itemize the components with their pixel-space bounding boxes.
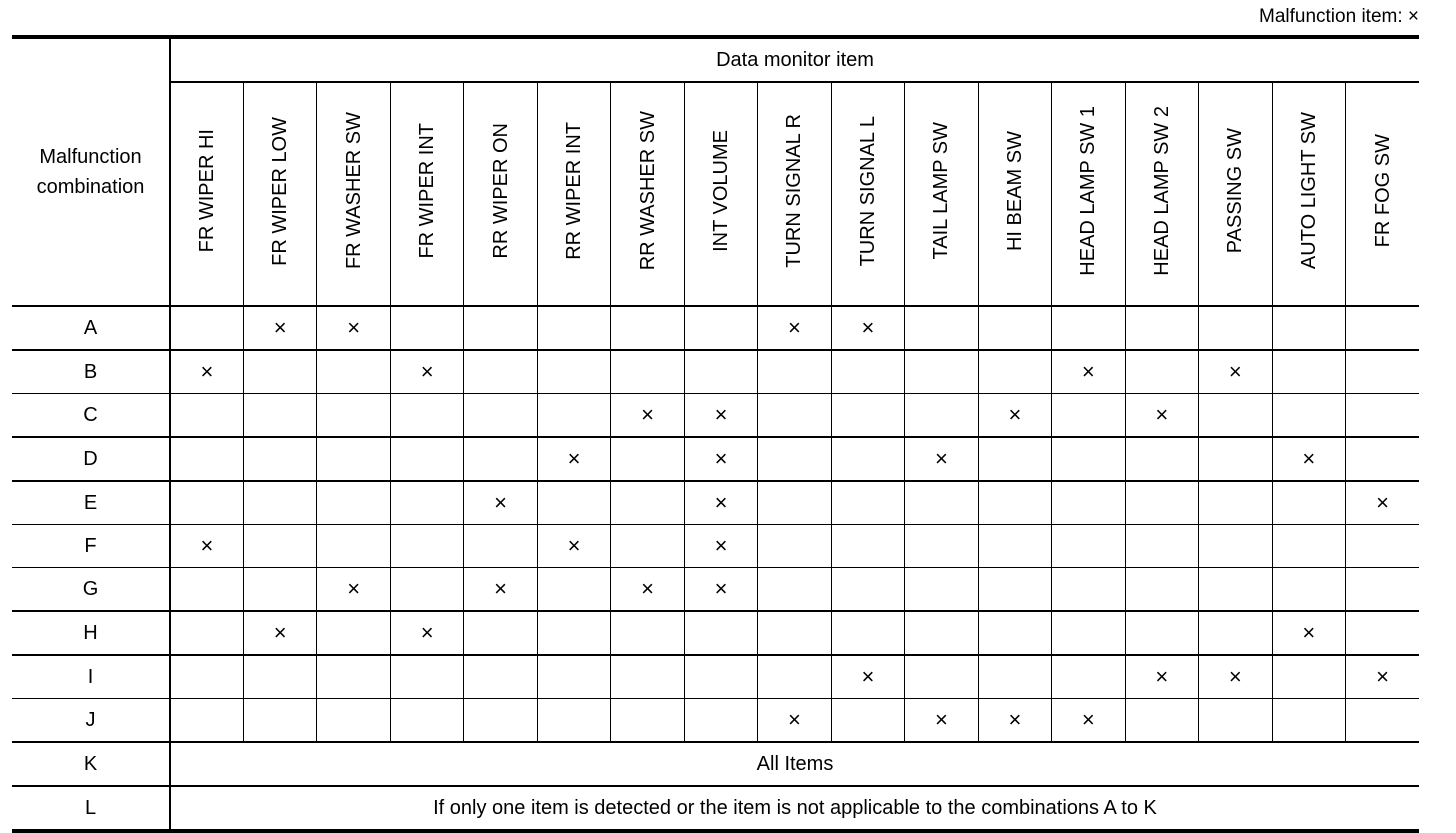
matrix-cell	[464, 611, 537, 655]
matrix-cell	[611, 611, 684, 655]
matrix-cell	[1272, 655, 1345, 699]
matrix-cell	[684, 655, 757, 699]
matrix-cell	[758, 699, 831, 743]
matrix-cell	[170, 481, 243, 525]
matrix-cell	[831, 350, 904, 394]
malfunction-mark: ×	[567, 533, 581, 558]
table-row	[12, 394, 1419, 438]
column-header	[684, 82, 757, 306]
column-header-label: AUTO LIGHT SW	[1297, 112, 1320, 270]
matrix-cell	[390, 306, 463, 350]
matrix-cell	[390, 481, 463, 525]
matrix-cell	[978, 394, 1051, 438]
matrix-cell	[464, 481, 537, 525]
matrix-cell	[1125, 481, 1198, 525]
column-header-label: PASSING SW	[1224, 128, 1247, 254]
matrix-cell	[390, 525, 463, 568]
row-label: C	[12, 394, 170, 438]
malfunction-mark: ×	[1008, 402, 1022, 427]
malfunction-mark: ×	[641, 576, 654, 601]
matrix-cell	[1125, 655, 1198, 699]
matrix-cell	[1346, 611, 1420, 655]
matrix-cell	[905, 655, 978, 699]
matrix-cell	[905, 350, 978, 394]
matrix-cell	[978, 525, 1051, 568]
malfunction-mark: ×	[347, 315, 361, 340]
matrix-cell	[317, 611, 390, 655]
matrix-cell	[831, 611, 904, 655]
table-row	[12, 611, 1419, 655]
matrix-cell	[243, 306, 316, 350]
table-row	[12, 742, 1419, 786]
matrix-cell	[1346, 306, 1420, 350]
matrix-cell	[1346, 655, 1420, 699]
matrix-cell	[978, 655, 1051, 699]
matrix-cell	[1125, 394, 1198, 438]
column-header	[831, 82, 904, 306]
malfunction-mark: ×	[788, 315, 801, 340]
column-header-label: FR WASHER SW	[342, 112, 365, 270]
table-row	[12, 306, 1419, 350]
matrix-cell	[758, 655, 831, 699]
malfunction-mark: ×	[861, 315, 875, 340]
matrix-cell	[317, 699, 390, 743]
matrix-cell	[1199, 394, 1272, 438]
matrix-cell	[758, 394, 831, 438]
table-row	[12, 437, 1419, 481]
matrix-cell	[464, 568, 537, 612]
column-header	[317, 82, 390, 306]
matrix-cell	[170, 306, 243, 350]
row-label: K	[12, 742, 170, 786]
matrix-cell	[1125, 611, 1198, 655]
matrix-cell	[1346, 394, 1420, 438]
row-label: B	[12, 350, 170, 394]
malfunction-mark: ×	[1155, 402, 1169, 427]
matrix-cell	[1272, 481, 1345, 525]
matrix-cell	[1199, 437, 1272, 481]
column-header-label: HEAD LAMP SW 2	[1150, 106, 1173, 276]
column-header-label: FR FOG SW	[1371, 134, 1394, 248]
matrix-cell	[317, 481, 390, 525]
column-header-row	[12, 82, 1419, 306]
malfunction-mark: ×	[567, 446, 581, 471]
matrix-cell	[1199, 350, 1272, 394]
matrix-cell	[611, 568, 684, 612]
matrix-cell	[831, 568, 904, 612]
matrix-cell	[978, 568, 1051, 612]
matrix-cell	[905, 481, 978, 525]
matrix-cell	[611, 437, 684, 481]
matrix-cell	[684, 611, 757, 655]
malfunction-mark: ×	[1228, 359, 1242, 384]
matrix-cell	[170, 611, 243, 655]
matrix-cell	[684, 481, 757, 525]
matrix-cell	[684, 394, 757, 438]
matrix-cell	[611, 655, 684, 699]
malfunction-mark: ×	[494, 576, 508, 601]
matrix-cell	[243, 481, 316, 525]
malfunction-mark: ×	[494, 490, 508, 515]
matrix-cell	[1125, 437, 1198, 481]
column-header	[170, 82, 243, 306]
malfunction-mark: ×	[714, 446, 728, 471]
column-header-label: HEAD LAMP SW 1	[1077, 106, 1100, 276]
matrix-cell	[390, 699, 463, 743]
malfunction-mark: ×	[1376, 490, 1389, 515]
matrix-cell	[1346, 525, 1420, 568]
matrix-cell	[1199, 699, 1272, 743]
matrix-cell	[1199, 568, 1272, 612]
matrix-cell	[390, 350, 463, 394]
column-header	[611, 82, 684, 306]
matrix-cell	[1052, 437, 1125, 481]
data-monitor-header: Data monitor item	[170, 37, 1419, 82]
matrix-cell	[684, 437, 757, 481]
matrix-cell	[1052, 350, 1125, 394]
column-header-label: RR WIPER ON	[489, 123, 512, 259]
matrix-cell	[1125, 568, 1198, 612]
matrix-cell	[170, 525, 243, 568]
matrix-cell	[1272, 437, 1345, 481]
matrix-cell	[537, 481, 610, 525]
column-header-label: RR WIPER INT	[563, 122, 586, 260]
matrix-cell	[537, 655, 610, 699]
column-header	[1346, 82, 1420, 306]
matrix-cell	[978, 437, 1051, 481]
matrix-cell	[831, 525, 904, 568]
matrix-cell	[1199, 655, 1272, 699]
matrix-cell	[978, 481, 1051, 525]
malfunction-mark: ×	[641, 402, 654, 427]
matrix-cell	[978, 699, 1051, 743]
malfunction-mark: ×	[934, 446, 948, 471]
matrix-cell	[758, 306, 831, 350]
matrix-cell	[905, 306, 978, 350]
malfunction-mark: ×	[200, 533, 214, 558]
matrix-cell	[611, 481, 684, 525]
column-header-label: INT VOLUME	[710, 130, 733, 252]
malfunction-mark: ×	[1008, 707, 1022, 732]
matrix-cell	[537, 437, 610, 481]
table-row	[12, 786, 1419, 831]
corner-line-2: combination	[36, 176, 145, 198]
matrix-cell	[464, 525, 537, 568]
matrix-cell	[1346, 350, 1420, 394]
column-header	[464, 82, 537, 306]
matrix-cell	[611, 306, 684, 350]
malfunction-mark: ×	[714, 490, 728, 515]
column-header	[243, 82, 316, 306]
corner-line-1: Malfunction	[39, 146, 142, 168]
column-header-label: TURN SIGNAL R	[783, 114, 806, 268]
matrix-cell	[905, 699, 978, 743]
matrix-cell	[1052, 699, 1125, 743]
malfunction-mark: ×	[1302, 446, 1316, 471]
matrix-cell	[537, 394, 610, 438]
malfunction-mark: ×	[788, 707, 801, 732]
matrix-cell	[684, 350, 757, 394]
column-header-label: FR WIPER HI	[195, 129, 218, 253]
matrix-cell	[1199, 306, 1272, 350]
matrix-cell	[684, 525, 757, 568]
matrix-cell	[978, 350, 1051, 394]
matrix-cell	[905, 525, 978, 568]
corner-header	[12, 37, 170, 306]
column-header-label: TURN SIGNAL L	[856, 115, 879, 267]
matrix-cell	[170, 699, 243, 743]
matrix-cell	[1052, 394, 1125, 438]
row-label: A	[12, 306, 170, 350]
matrix-cell	[758, 350, 831, 394]
matrix-cell	[390, 568, 463, 612]
matrix-cell	[758, 437, 831, 481]
matrix-cell	[1125, 525, 1198, 568]
matrix-cell	[758, 525, 831, 568]
row-label: L	[12, 786, 170, 831]
table-row	[12, 525, 1419, 568]
matrix-cell	[1052, 306, 1125, 350]
matrix-cell	[243, 525, 316, 568]
matrix-cell	[684, 699, 757, 743]
matrix-cell	[1346, 568, 1420, 612]
matrix-cell	[1052, 655, 1125, 699]
matrix-cell	[1052, 611, 1125, 655]
matrix-cell	[1346, 481, 1420, 525]
matrix-cell	[537, 699, 610, 743]
matrix-cell	[1272, 699, 1345, 743]
matrix-cell	[905, 437, 978, 481]
row-span-text: All Items	[170, 742, 1419, 786]
table-row	[12, 568, 1419, 612]
matrix-cell	[684, 306, 757, 350]
matrix-cell	[1125, 350, 1198, 394]
matrix-cell	[170, 568, 243, 612]
matrix-cell	[243, 568, 316, 612]
matrix-cell	[537, 611, 610, 655]
column-header	[1199, 82, 1272, 306]
matrix-cell	[537, 568, 610, 612]
column-header	[758, 82, 831, 306]
row-label: E	[12, 481, 170, 525]
matrix-cell	[611, 394, 684, 438]
matrix-cell	[537, 350, 610, 394]
matrix-cell	[537, 306, 610, 350]
row-label: F	[12, 525, 170, 568]
table-row	[12, 481, 1419, 525]
column-header	[1272, 82, 1345, 306]
matrix-cell	[390, 611, 463, 655]
column-header	[390, 82, 463, 306]
column-header-label: FR WIPER LOW	[269, 116, 292, 266]
matrix-cell	[1272, 525, 1345, 568]
matrix-cell	[317, 437, 390, 481]
matrix-cell	[1346, 437, 1420, 481]
table-row	[12, 699, 1419, 743]
matrix-cell	[1125, 306, 1198, 350]
matrix-cell	[243, 699, 316, 743]
row-label: I	[12, 655, 170, 699]
malfunction-mark: ×	[934, 707, 948, 732]
matrix-cell	[978, 611, 1051, 655]
matrix-cell	[464, 699, 537, 743]
malfunction-mark: ×	[200, 359, 214, 384]
matrix-cell	[758, 568, 831, 612]
matrix-cell	[978, 306, 1051, 350]
column-header	[537, 82, 610, 306]
matrix-cell	[1272, 350, 1345, 394]
row-label: H	[12, 611, 170, 655]
matrix-cell	[1052, 525, 1125, 568]
malfunction-mark: ×	[347, 576, 361, 601]
malfunction-mark: ×	[714, 402, 728, 427]
matrix-cell	[317, 394, 390, 438]
matrix-cell	[611, 525, 684, 568]
matrix-cell	[390, 394, 463, 438]
row-label: D	[12, 437, 170, 481]
malfunction-mark: ×	[420, 620, 434, 645]
matrix-cell	[170, 394, 243, 438]
matrix-cell	[831, 481, 904, 525]
matrix-cell	[1272, 611, 1345, 655]
matrix-cell	[464, 350, 537, 394]
matrix-cell	[1199, 611, 1272, 655]
malfunction-mark: ×	[273, 315, 287, 340]
matrix-cell	[464, 437, 537, 481]
malfunction-mark: ×	[1081, 359, 1095, 384]
malfunction-mark: ×	[1081, 707, 1095, 732]
matrix-cell	[243, 437, 316, 481]
matrix-cell	[1125, 699, 1198, 743]
matrix-cell	[831, 437, 904, 481]
matrix-cell	[390, 655, 463, 699]
matrix-cell	[905, 394, 978, 438]
matrix-cell	[1199, 525, 1272, 568]
column-header-label: TAIL LAMP SW	[930, 122, 953, 260]
malfunction-mark: ×	[714, 576, 728, 601]
matrix-cell	[317, 655, 390, 699]
matrix-cell	[684, 568, 757, 612]
legend: Malfunction item: ×	[1259, 6, 1419, 27]
matrix-cell	[905, 611, 978, 655]
column-header-label: HI BEAM SW	[1003, 130, 1026, 251]
matrix-cell	[317, 350, 390, 394]
column-header	[1125, 82, 1198, 306]
matrix-cell	[1272, 306, 1345, 350]
matrix-cell	[1272, 394, 1345, 438]
column-header-label: RR WASHER SW	[636, 111, 659, 271]
malfunction-mark: ×	[420, 359, 434, 384]
malfunction-mark: ×	[273, 620, 287, 645]
matrix-cell	[611, 699, 684, 743]
matrix-cell	[170, 350, 243, 394]
matrix-cell	[170, 655, 243, 699]
malfunction-mark: ×	[1376, 664, 1389, 689]
column-header	[905, 82, 978, 306]
matrix-cell	[758, 611, 831, 655]
matrix-cell	[1346, 699, 1420, 743]
matrix-cell	[464, 306, 537, 350]
matrix-cell	[317, 568, 390, 612]
matrix-cell	[611, 350, 684, 394]
column-header-label: FR WIPER INT	[416, 123, 439, 259]
matrix-cell	[243, 350, 316, 394]
matrix-cell	[317, 525, 390, 568]
matrix-cell	[831, 655, 904, 699]
matrix-cell	[1052, 481, 1125, 525]
matrix-cell	[464, 394, 537, 438]
matrix-cell	[317, 306, 390, 350]
malfunction-mark: ×	[1228, 664, 1242, 689]
matrix-cell	[831, 699, 904, 743]
matrix-cell	[905, 568, 978, 612]
matrix-cell	[243, 394, 316, 438]
table-row	[12, 655, 1419, 699]
column-header	[1052, 82, 1125, 306]
matrix-cell	[1052, 568, 1125, 612]
matrix-cell	[831, 394, 904, 438]
matrix-cell	[390, 437, 463, 481]
matrix-cell	[758, 481, 831, 525]
malfunction-combination-table	[12, 35, 1419, 833]
row-span-text: If only one item is detected or the item is not applicable to the combinations A to K	[433, 796, 1157, 819]
row-label: G	[12, 568, 170, 612]
malfunction-mark: ×	[1302, 620, 1316, 645]
malfunction-mark: ×	[861, 664, 875, 689]
matrix-cell	[243, 655, 316, 699]
matrix-cell	[831, 306, 904, 350]
matrix-cell	[1272, 568, 1345, 612]
matrix-cell	[243, 611, 316, 655]
row-label: J	[12, 699, 170, 743]
matrix-cell	[170, 437, 243, 481]
matrix-cell	[464, 655, 537, 699]
matrix-cell	[537, 525, 610, 568]
malfunction-mark: ×	[1155, 664, 1169, 689]
malfunction-mark: ×	[714, 533, 728, 558]
column-header	[978, 82, 1051, 306]
matrix-cell	[1199, 481, 1272, 525]
table-row	[12, 350, 1419, 394]
